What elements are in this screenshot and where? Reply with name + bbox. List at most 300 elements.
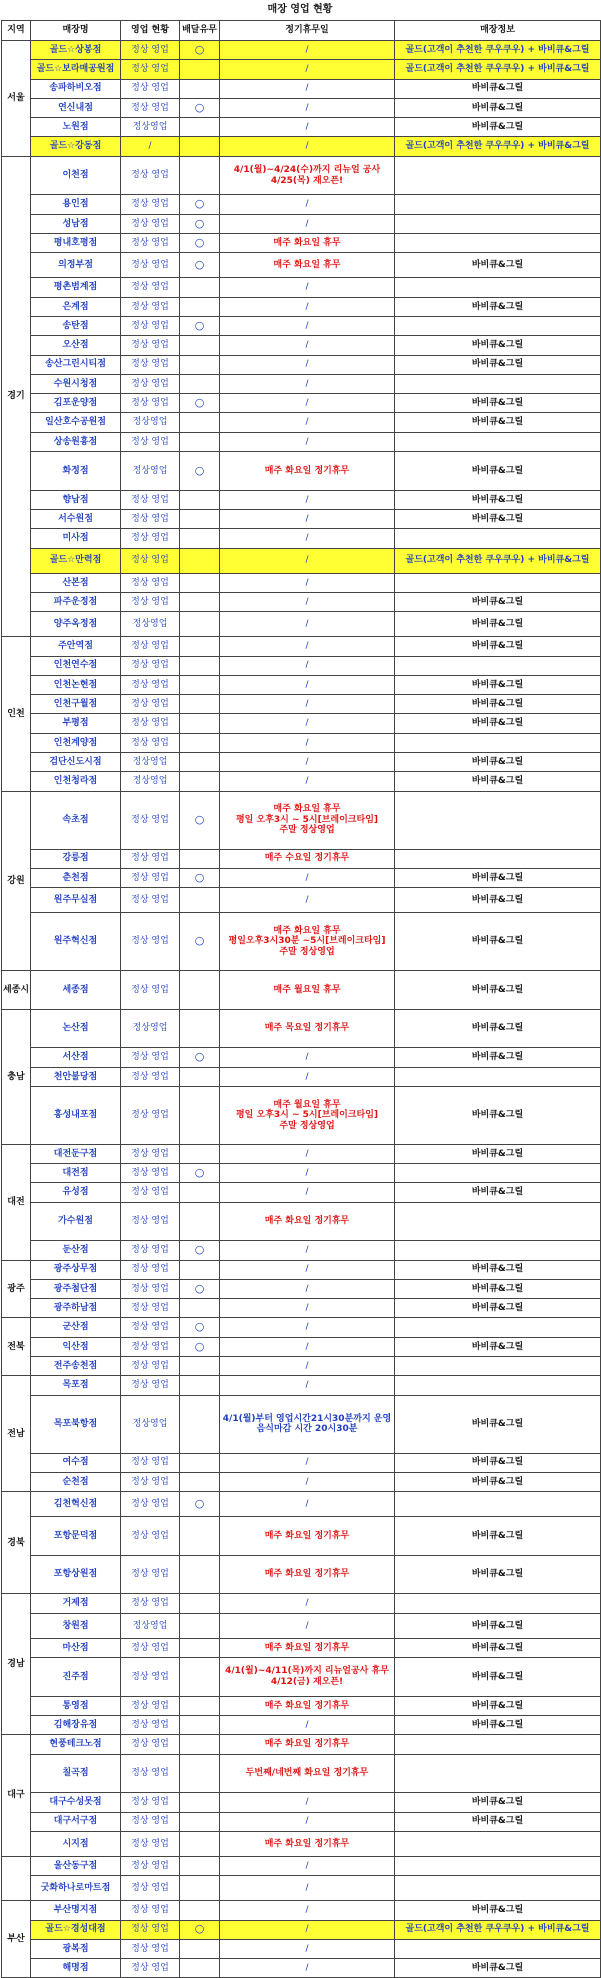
table-row (2, 374, 601, 393)
store-info-cell: 바비큐&그릴 (395, 714, 601, 733)
delivery-cell (180, 1613, 220, 1638)
holiday-cell: / (220, 60, 395, 79)
status-cell: 정상 영업 (121, 1901, 180, 1920)
status-cell: 정상 영업 (121, 1183, 180, 1202)
table-row (2, 1856, 601, 1875)
store-info-cell (395, 214, 601, 233)
store-info-cell: 바비큐&그릴 (395, 490, 601, 509)
delivery-cell (180, 1376, 220, 1395)
holiday-cell: / (220, 118, 395, 137)
holiday-cell: / (220, 1260, 395, 1279)
holiday-cell: / (220, 1376, 395, 1395)
holiday-cell: / (220, 637, 395, 656)
store-info-cell (395, 849, 601, 868)
status-cell: 정상 영업 (121, 79, 180, 98)
delivery-cell: ○ (180, 1241, 220, 1260)
holiday-cell: / (220, 278, 395, 297)
store-info-cell: 바비큐&그릴 (395, 1299, 601, 1318)
status-cell: 정상 영업 (121, 41, 180, 60)
store-name-cell: 노원점 (31, 118, 121, 137)
table-row (2, 1453, 601, 1472)
store-info-cell: 바비큐&그릴 (395, 79, 601, 98)
table-row (2, 1901, 601, 1920)
status-cell: 정상 영업 (121, 592, 180, 611)
status-cell: 정상 영업 (121, 1299, 180, 1318)
delivery-cell (180, 971, 220, 1010)
status-cell: 정상 영업 (121, 695, 180, 714)
store-info-cell (395, 432, 601, 451)
store-info-cell (395, 1318, 601, 1337)
col-header-status: 영업 현황 (121, 21, 180, 41)
delivery-cell (180, 1299, 220, 1318)
status-cell: 정상 영업 (121, 1202, 180, 1241)
store-name-cell: 가수원점 (31, 1202, 121, 1241)
table-row (2, 1144, 601, 1163)
store-name-cell: 인천계양점 (31, 733, 121, 752)
table-row (2, 733, 601, 752)
holiday-cell: / (220, 1920, 395, 1939)
delivery-cell: ○ (180, 1164, 220, 1183)
store-info-cell: 바비큐&그릴 (395, 1517, 601, 1556)
store-name-cell: 김천혁신점 (31, 1492, 121, 1517)
table-row (2, 316, 601, 335)
table-row (2, 753, 601, 772)
holiday-cell: / (220, 695, 395, 714)
store-name-cell: 평내호평점 (31, 233, 121, 252)
holiday-cell: / (220, 1144, 395, 1163)
holiday-cell: 매주 수요일 정기휴무 (220, 849, 395, 868)
status-cell: 정상영업 (121, 452, 180, 491)
delivery-cell (180, 612, 220, 637)
holiday-cell: / (220, 1357, 395, 1376)
table-row (2, 1357, 601, 1376)
delivery-cell (180, 374, 220, 393)
status-cell: 정상 영업 (121, 233, 180, 252)
status-cell: 정상 영업 (121, 714, 180, 733)
table-row (2, 1696, 601, 1715)
holiday-cell: 매주 화요일 휴무 (220, 233, 395, 252)
store-name-cell: 시지점 (31, 1831, 121, 1856)
delivery-cell (180, 278, 220, 297)
table-row (2, 791, 601, 849)
table-row (2, 1067, 601, 1086)
table-row (2, 413, 601, 432)
delivery-cell: ○ (180, 195, 220, 214)
status-cell: 정상 영업 (121, 60, 180, 79)
delivery-cell (180, 573, 220, 592)
status-cell: 정상 영업 (121, 1472, 180, 1491)
store-info-cell (395, 573, 601, 592)
store-info-cell (395, 1939, 601, 1958)
sheet-title: 매장 영업 현황 (267, 4, 333, 15)
store-name-cell: 인천연수점 (31, 656, 121, 675)
holiday-cell: / (220, 1716, 395, 1735)
store-name-cell: 상송원흥점 (31, 432, 121, 451)
table-row (2, 888, 601, 913)
table-row (2, 336, 601, 355)
status-cell: 정상 영업 (121, 490, 180, 509)
delivery-cell (180, 695, 220, 714)
status-cell: 정상 영업 (121, 1920, 180, 1939)
holiday-cell: / (220, 529, 395, 548)
store-name-cell: 둔산점 (31, 1241, 121, 1260)
delivery-cell: ○ (180, 913, 220, 971)
col-header-delivery: 배달유무 (180, 21, 220, 41)
status-cell: 정상 영업 (121, 355, 180, 374)
status-cell: 정상 영업 (121, 195, 180, 214)
region-cell: 광주 (2, 1260, 31, 1318)
status-cell: 정상 영업 (121, 1696, 180, 1715)
store-info-cell: 바비큐&그릴 (395, 1009, 601, 1048)
delivery-cell: ○ (180, 1337, 220, 1356)
store-name-cell: 화정점 (31, 452, 121, 491)
store-name-cell: 대전점 (31, 1164, 121, 1183)
store-name-cell: 이천점 (31, 156, 121, 195)
holiday-cell: / (220, 772, 395, 791)
status-cell: 정상 영업 (121, 1638, 180, 1657)
store-name-cell: 용인점 (31, 195, 121, 214)
status-cell: 정상 영업 (121, 1164, 180, 1183)
table-row (2, 592, 601, 611)
store-info-cell (395, 529, 601, 548)
holiday-cell: / (220, 1939, 395, 1958)
status-cell: 정상 영업 (121, 1754, 180, 1793)
store-info-cell: 바비큐&그릴 (395, 695, 601, 714)
store-name-cell: 부평점 (31, 714, 121, 733)
table-row (2, 1395, 601, 1453)
store-info-cell: 바비큐&그릴 (395, 1696, 601, 1715)
store-info-cell (395, 1754, 601, 1793)
store-name-cell: 인천청라점 (31, 772, 121, 791)
table-row (2, 1920, 601, 1939)
table-row (2, 1735, 601, 1754)
store-info-cell: 바비큐&그릴 (395, 868, 601, 887)
delivery-cell (180, 548, 220, 573)
store-info-cell: 바비큐&그릴 (395, 394, 601, 413)
table-row (2, 1658, 601, 1697)
holiday-cell: / (220, 1793, 395, 1812)
store-info-cell: 바비큐&그릴 (395, 1658, 601, 1697)
holiday-cell: / (220, 1901, 395, 1920)
table-row (2, 1164, 601, 1183)
store-info-cell: 바비큐&그릴 (395, 355, 601, 374)
store-table (1, 20, 601, 1978)
status-cell: 정상 영업 (121, 888, 180, 913)
store-info-cell: 바비큐&그릴 (395, 1716, 601, 1735)
store-info-cell: 바비큐&그릴 (395, 675, 601, 694)
status-cell: 정상 영업 (121, 1517, 180, 1556)
status-cell: 정상 영업 (121, 913, 180, 971)
region-cell: 경북 (2, 1492, 31, 1594)
store-name-cell: 대전둔구점 (31, 1144, 121, 1163)
holiday-cell: / (220, 1279, 395, 1298)
delivery-cell (180, 1086, 220, 1144)
holiday-cell: / (220, 394, 395, 413)
holiday-cell: / (220, 675, 395, 694)
store-name-cell: 익산점 (31, 1337, 121, 1356)
delivery-cell (180, 592, 220, 611)
status-cell: 정상 영업 (121, 733, 180, 752)
store-info-cell (395, 316, 601, 335)
store-name-cell: 순천점 (31, 1472, 121, 1491)
store-info-cell: 바비큐&그릴 (395, 253, 601, 278)
table-row (2, 432, 601, 451)
store-name-cell: 파주운정점 (31, 592, 121, 611)
holiday-cell: / (220, 195, 395, 214)
store-name-cell: 골드☆강동점 (31, 137, 121, 156)
delivery-cell (180, 1517, 220, 1556)
col-header-region: 지역 (2, 21, 31, 41)
delivery-cell (180, 714, 220, 733)
holiday-cell: 매주 화요일 정기휴무 (220, 452, 395, 491)
store-info-cell (395, 1357, 601, 1376)
status-cell: 정상 영업 (121, 253, 180, 278)
store-name-cell: 인천구월점 (31, 695, 121, 714)
holiday-cell: 매주 화요일 정기휴무 (220, 1555, 395, 1594)
store-name-cell: 일산호수공원점 (31, 413, 121, 432)
holiday-cell: / (220, 1876, 395, 1901)
table-row (2, 137, 601, 156)
status-cell: 정상 영업 (121, 1260, 180, 1279)
status-cell: 정상 영업 (121, 971, 180, 1010)
table-row (2, 1048, 601, 1067)
status-cell: 정상 영업 (121, 1357, 180, 1376)
store-name-cell: 전주송천점 (31, 1357, 121, 1376)
store-info-cell: 바비큐&그릴 (395, 1901, 601, 1920)
delivery-cell (180, 1357, 220, 1376)
store-name-cell: 산본점 (31, 573, 121, 592)
delivery-cell (180, 137, 220, 156)
delivery-cell: ○ (180, 41, 220, 60)
store-name-cell: 양주옥정점 (31, 612, 121, 637)
holiday-cell: 매주 화요일 정기휴무 (220, 1831, 395, 1856)
delivery-cell (180, 297, 220, 316)
status-cell: 정상 영업 (121, 1144, 180, 1163)
table-row (2, 490, 601, 509)
delivery-cell (180, 118, 220, 137)
table-row (2, 41, 601, 60)
table-row (2, 1638, 601, 1657)
table-row (2, 79, 601, 98)
region-cell: 전북 (2, 1318, 31, 1376)
delivery-cell (180, 637, 220, 656)
col-header-info: 매장정보 (395, 21, 601, 41)
store-name-cell: 세종점 (31, 971, 121, 1010)
status-cell: 정상 영업 (121, 98, 180, 117)
holiday-cell: 매주 월요일 휴무 (220, 971, 395, 1010)
store-name-cell: 창원점 (31, 1613, 121, 1638)
holiday-cell: / (220, 355, 395, 374)
delivery-cell: ○ (180, 1920, 220, 1939)
table-row (2, 1939, 601, 1958)
table-row (2, 529, 601, 548)
holiday-cell: 매주 화요일 정기휴무 (220, 1638, 395, 1657)
store-name-cell: 인천논현점 (31, 675, 121, 694)
store-name-cell: 칠곡점 (31, 1754, 121, 1793)
region-cell: 인천 (2, 637, 31, 791)
table-row (2, 118, 601, 137)
status-cell: 정상 영업 (121, 1492, 180, 1517)
delivery-cell (180, 849, 220, 868)
delivery-cell (180, 656, 220, 675)
store-info-cell: 바비큐&그릴 (395, 1472, 601, 1491)
delivery-cell (180, 336, 220, 355)
table-row (2, 394, 601, 413)
store-name-cell: 광주첨단점 (31, 1279, 121, 1298)
holiday-cell: 매주 화요일 휴무 평일오후3시30분 ~5시[브레이크타임] 주말 정상영업 (220, 913, 395, 971)
status-cell: 정상 영업 (121, 529, 180, 548)
delivery-cell (180, 1453, 220, 1472)
delivery-cell (180, 1067, 220, 1086)
delivery-cell (180, 1831, 220, 1856)
status-cell: 정상영업 (121, 1395, 180, 1453)
holiday-cell: 4/1(월)부터 영업시간21시30분까지 운영 음식마감 시간 20시30분 (220, 1395, 395, 1453)
holiday-cell: / (220, 592, 395, 611)
region-cell: 대전 (2, 1144, 31, 1260)
status-cell: 정상 영업 (121, 1716, 180, 1735)
table-row (2, 1279, 601, 1298)
holiday-cell: 매주 월요일 휴무 평일 오후3시 ~ 5시[브레이크타임] 주말 정상영업 (220, 1086, 395, 1144)
delivery-cell (180, 1812, 220, 1831)
delivery-cell: ○ (180, 1048, 220, 1067)
delivery-cell (180, 675, 220, 694)
table-row (2, 1492, 601, 1517)
store-name-cell: 원주혁신점 (31, 913, 121, 971)
store-info-cell: 골드(고객이 추천한 쿠우쿠우) + 바비큐&그릴 (395, 548, 601, 573)
store-info-cell: 바비큐&그릴 (395, 297, 601, 316)
status-cell: 정상 영업 (121, 336, 180, 355)
status-cell: 정상 영업 (121, 432, 180, 451)
store-info-cell: 바비큐&그릴 (395, 1260, 601, 1279)
store-name-cell: 대구서구점 (31, 1812, 121, 1831)
table-row (2, 509, 601, 528)
holiday-cell: / (220, 316, 395, 335)
table-row (2, 1594, 601, 1613)
store-name-cell: 골드☆상봉점 (31, 41, 121, 60)
store-name-cell: 광주상무점 (31, 1260, 121, 1279)
delivery-cell (180, 1638, 220, 1657)
store-table-body (2, 41, 601, 1978)
status-cell: 정상 영업 (121, 1318, 180, 1337)
holiday-cell: / (220, 41, 395, 60)
store-name-cell: 광복점 (31, 1939, 121, 1958)
store-name-cell: 포항문덕점 (31, 1517, 121, 1556)
store-name-cell: 김해장유점 (31, 1716, 121, 1735)
holiday-cell: / (220, 656, 395, 675)
store-name-cell: 천안불당점 (31, 1067, 121, 1086)
delivery-cell (180, 1144, 220, 1163)
table-row (2, 452, 601, 491)
store-info-cell: 바비큐&그릴 (395, 592, 601, 611)
holiday-cell: / (220, 1318, 395, 1337)
holiday-cell: / (220, 336, 395, 355)
store-name-cell: 유성점 (31, 1183, 121, 1202)
table-row (2, 971, 601, 1010)
table-row (2, 1202, 601, 1241)
store-info-cell (395, 1831, 601, 1856)
region-cell (2, 1856, 31, 1900)
region-cell: 전남 (2, 1376, 31, 1492)
table-row (2, 1337, 601, 1356)
status-cell: 정상 영업 (121, 1337, 180, 1356)
delivery-cell (180, 1658, 220, 1697)
region-cell: 서울 (2, 41, 31, 157)
store-info-cell: 바비큐&그릴 (395, 1337, 601, 1356)
table-row (2, 60, 601, 79)
holiday-cell: / (220, 1337, 395, 1356)
table-row (2, 1472, 601, 1491)
holiday-cell: / (220, 137, 395, 156)
status-cell: 정상 영업 (121, 1453, 180, 1472)
holiday-cell: / (220, 1812, 395, 1831)
table-row (2, 1086, 601, 1144)
region-cell: 충남 (2, 1009, 31, 1144)
status-cell: 정상 영업 (121, 1067, 180, 1086)
store-name-cell: 서산점 (31, 1048, 121, 1067)
region-cell: 세종시 (2, 971, 31, 1010)
delivery-cell (180, 1594, 220, 1613)
store-name-cell: 굿화하나로마트점 (31, 1876, 121, 1901)
store-name-cell: 거제점 (31, 1594, 121, 1613)
status-cell: 정상 영업 (121, 394, 180, 413)
holiday-cell: / (220, 374, 395, 393)
table-row (2, 1009, 601, 1048)
store-name-cell: 서수원점 (31, 509, 121, 528)
store-info-cell (395, 156, 601, 195)
store-info-cell (395, 1856, 601, 1875)
table-row (2, 849, 601, 868)
status-cell: 정상 영업 (121, 1048, 180, 1067)
store-name-cell: 송파하비오점 (31, 79, 121, 98)
store-name-cell: 강릉점 (31, 849, 121, 868)
store-name-cell: 원주무실점 (31, 888, 121, 913)
table-row (2, 1831, 601, 1856)
table-row (2, 253, 601, 278)
store-info-cell: 바비큐&그릴 (395, 1812, 601, 1831)
table-row (2, 548, 601, 573)
status-cell: 정상 영업 (121, 1856, 180, 1875)
delivery-cell (180, 432, 220, 451)
status-cell: 정상영업 (121, 413, 180, 432)
store-name-cell: 미사점 (31, 529, 121, 548)
table-row (2, 913, 601, 971)
holiday-cell: / (220, 1164, 395, 1183)
store-info-cell: 바비큐&그릴 (395, 637, 601, 656)
store-name-cell: 진주점 (31, 1658, 121, 1697)
table-row (2, 772, 601, 791)
header-row (2, 21, 601, 41)
delivery-cell (180, 509, 220, 528)
status-cell: 정상 영업 (121, 1959, 180, 1978)
table-row (2, 278, 601, 297)
region-cell: 부산 (2, 1901, 31, 1978)
holiday-cell: / (220, 868, 395, 887)
store-name-cell: 해명점 (31, 1959, 121, 1978)
store-name-cell: 속초점 (31, 791, 121, 849)
store-info-cell: 바비큐&그릴 (395, 336, 601, 355)
holiday-cell: / (220, 1048, 395, 1067)
col-header-holiday: 정기휴무일 (220, 21, 395, 41)
table-row (2, 214, 601, 233)
store-name-cell: 홍성내포점 (31, 1086, 121, 1144)
delivery-cell: ○ (180, 253, 220, 278)
delivery-cell (180, 733, 220, 752)
table-row (2, 1299, 601, 1318)
status-cell: 정상 영업 (121, 1555, 180, 1594)
holiday-cell: 매주 화요일 정기휴무 (220, 1202, 395, 1241)
status-cell: 정상영업 (121, 612, 180, 637)
store-name-cell: 골드☆만력점 (31, 548, 121, 573)
